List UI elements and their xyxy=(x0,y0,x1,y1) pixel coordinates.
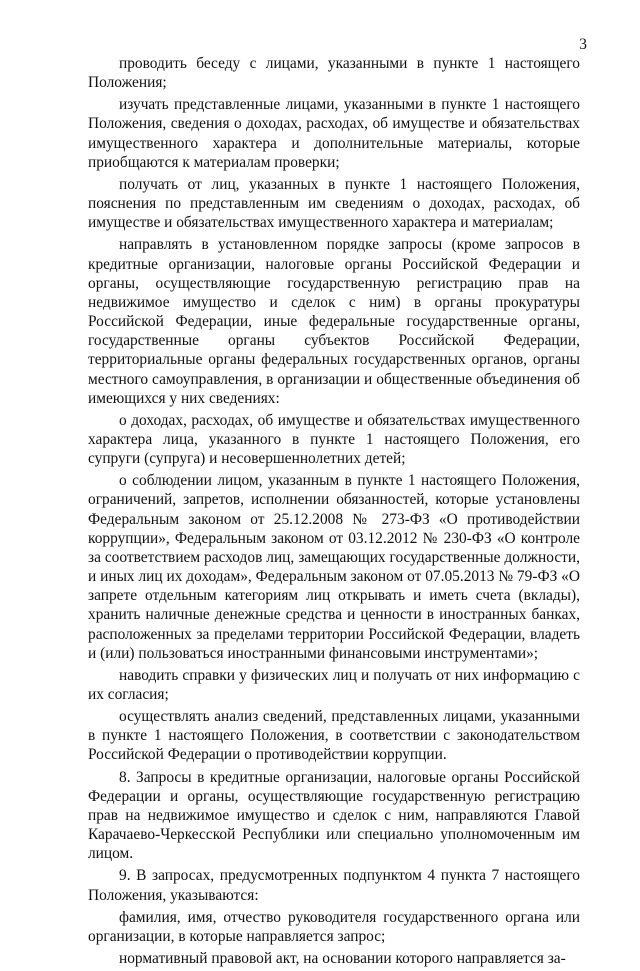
page-number: 3 xyxy=(579,36,587,53)
paragraph: нормативный правовой акт, на основании которого направляется за- xyxy=(119,950,566,968)
paragraph: о доходах, расходах, об имуществе и обязательствах имущественного характера лица, указанного в пункте 1 настоящего Положения, его супруги (супруга) и несовершеннолетних детей; xyxy=(88,411,580,468)
paragraph: о соблюдении лицом, указанным в пункте 1 настоящего Положения, ограничений, запретов, исполнении обязанностей, которые установлены Федеральным законом от 25.12.2008 № 273-ФЗ «О противодействии коррупции», Федеральным законом от 03.12.2012 № 230-ФЗ «О контроле за соответствием расходов лиц, замещающих государственные должности, и иных лиц их доходам», Федеральным законом от 07.05.2013 № 79-ФЗ «О запрете отдельным категориям лиц открывать и иметь счета (вклады), хранить наличные денежные средства и ценности в иностранных банках, расположенных за пределами территории Российской Федерации, владеть и (или) пользоваться иностранными финансовыми инструментами»; xyxy=(88,472,580,662)
paragraph: направлять в установленном порядке запросы (кроме запросов в кредитные организации, налоговые органы Российской Федерации и органы, осуществляющие государственную регистрацию прав на недвижимое имущество и сделок с ним) в органы прокуратуры Российской Федерации, иные федеральные государственные органы, государственные органы субъектов Российской Федерации, территориальные органы федеральных государственных органов, органы местного самоуправления, в организации и общественные объединения об имеющихся у них сведениях: xyxy=(88,236,580,407)
paragraph: получать от лиц, указанных в пункте 1 настоящего Положения, пояснения по представленным им сведениям о доходах, расходах, об имуществе и обязательствах имущественного характера и материалам; xyxy=(88,175,580,232)
paragraph: проводить беседу с лицами, указанными в пункте 1 настоящего Положения; xyxy=(88,55,580,92)
paragraph: 8. Запросы в кредитные организации, налоговые органы Российской Федерации и органы, осуществляющие государственную регистрацию прав на недвижимое имущество и сделок с ним, направляются Главой Карачаево-Черкесской Республики или специально уполномоченным им лицом. xyxy=(88,768,580,863)
paragraph: осуществлять анализ сведений, представленных лицами, указанными в пункте 1 настоящего Положения, в соответствии с законодательством Российской Федерации о противодействии коррупции. xyxy=(88,708,580,764)
paragraph: наводить справки у физических лиц и получать от них информацию с их согласия; xyxy=(88,666,580,703)
document-body xyxy=(88,54,580,971)
paragraph: 9. В запросах, предусмотренных подпунктом 4 пункта 7 настоящего Положения, указываются: xyxy=(88,867,580,904)
paragraph: изучать представленные лицами, указанными в пункте 1 настоящего Положения, сведения о доходах, расходах, об имуществе и обязательствах имущественного характера и дополнительные материалы, которые приобщаются к материалам проверки; xyxy=(88,96,580,171)
paragraph: фамилия, имя, отчество руководителя государственного органа или организации, в которые направляется запрос; xyxy=(88,908,580,945)
